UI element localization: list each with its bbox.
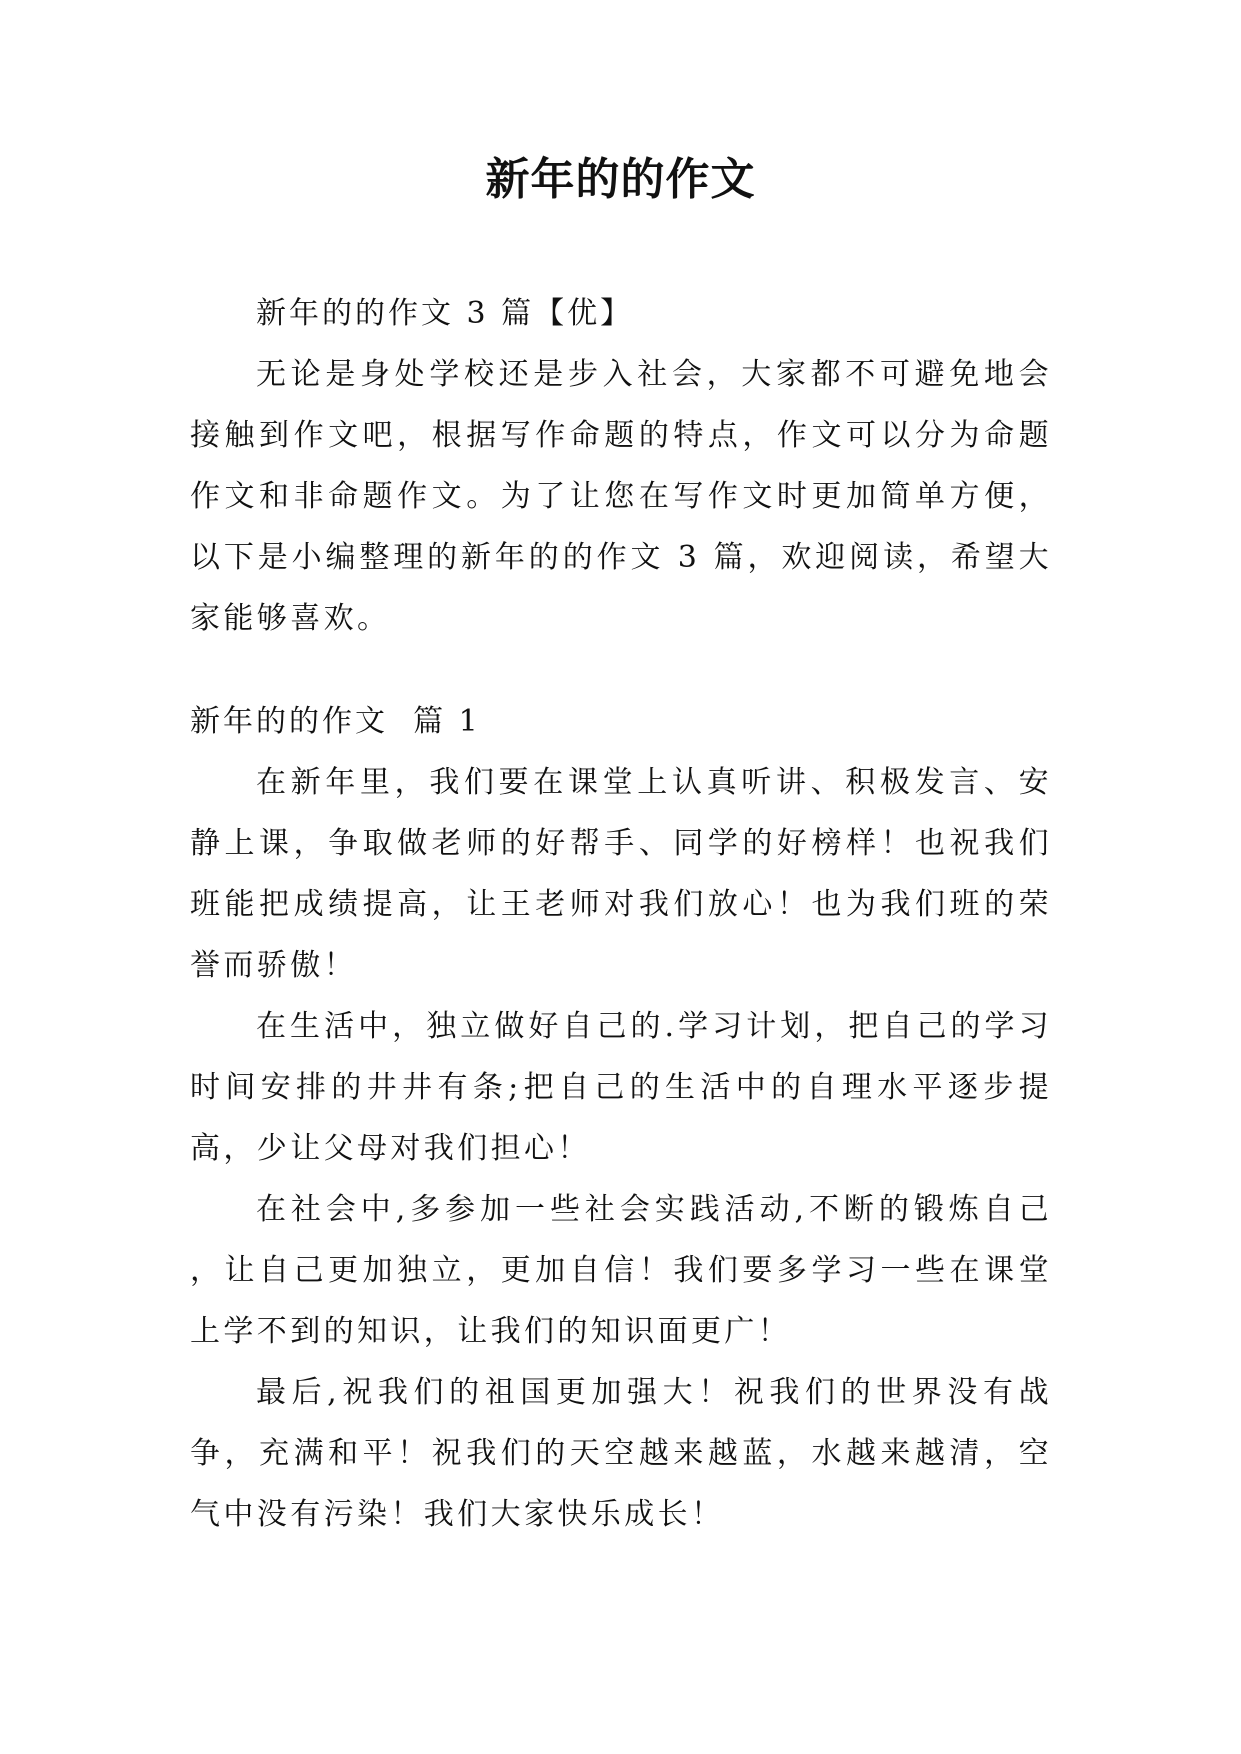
document-subtitle: 新年的的作文 3 篇【优】 [256, 296, 634, 331]
intro-block [190, 344, 1052, 649]
section-heading: 新年的的作文 篇 1 [190, 704, 481, 739]
document-title: 新年的的作文 [485, 154, 756, 205]
body-paragraph-3: 在社会中,多参加一些社会实践活动,不断的锻炼自己 ，让自己更加独立，更加自信！我们要多学习一些在课堂上学不到的知识，让我们的知识面更广！ [190, 1192, 1052, 1349]
section-body [190, 752, 1052, 1545]
body-paragraph-1: 在新年里，我们要在课堂上认真听讲、积极发言、安静上课，争取做老师的好帮手、同学的好榜样！也祝我们班能把成绩提高，让王老师对我们放心！也为我们班的荣誉而骄傲！ [190, 765, 1052, 983]
body-paragraph-2: 在生活中，独立做好自己的.学习计划，把自己的学习时间安排的井井有条;把自己的生活中的自理水平逐步提高，少让父母对我们担心！ [190, 1009, 1052, 1166]
intro-paragraph: 无论是身处学校还是步入社会，大家都不可避免地会接触到作文吧，根据写作命题的特点，作文可以分为命题作文和非命题作文。为了让您在写作文时更加简单方便，以下是小编整理的新年的的作文 3 篇，欢迎阅读，希望大家能够喜欢。 [190, 357, 1052, 636]
body-paragraph-4: 最后,祝我们的祖国更加强大！祝我们的世界没有战争，充满和平！祝我们的天空越来越蓝，水越来越清，空气中没有污染！我们大家快乐成长！ [190, 1375, 1052, 1532]
